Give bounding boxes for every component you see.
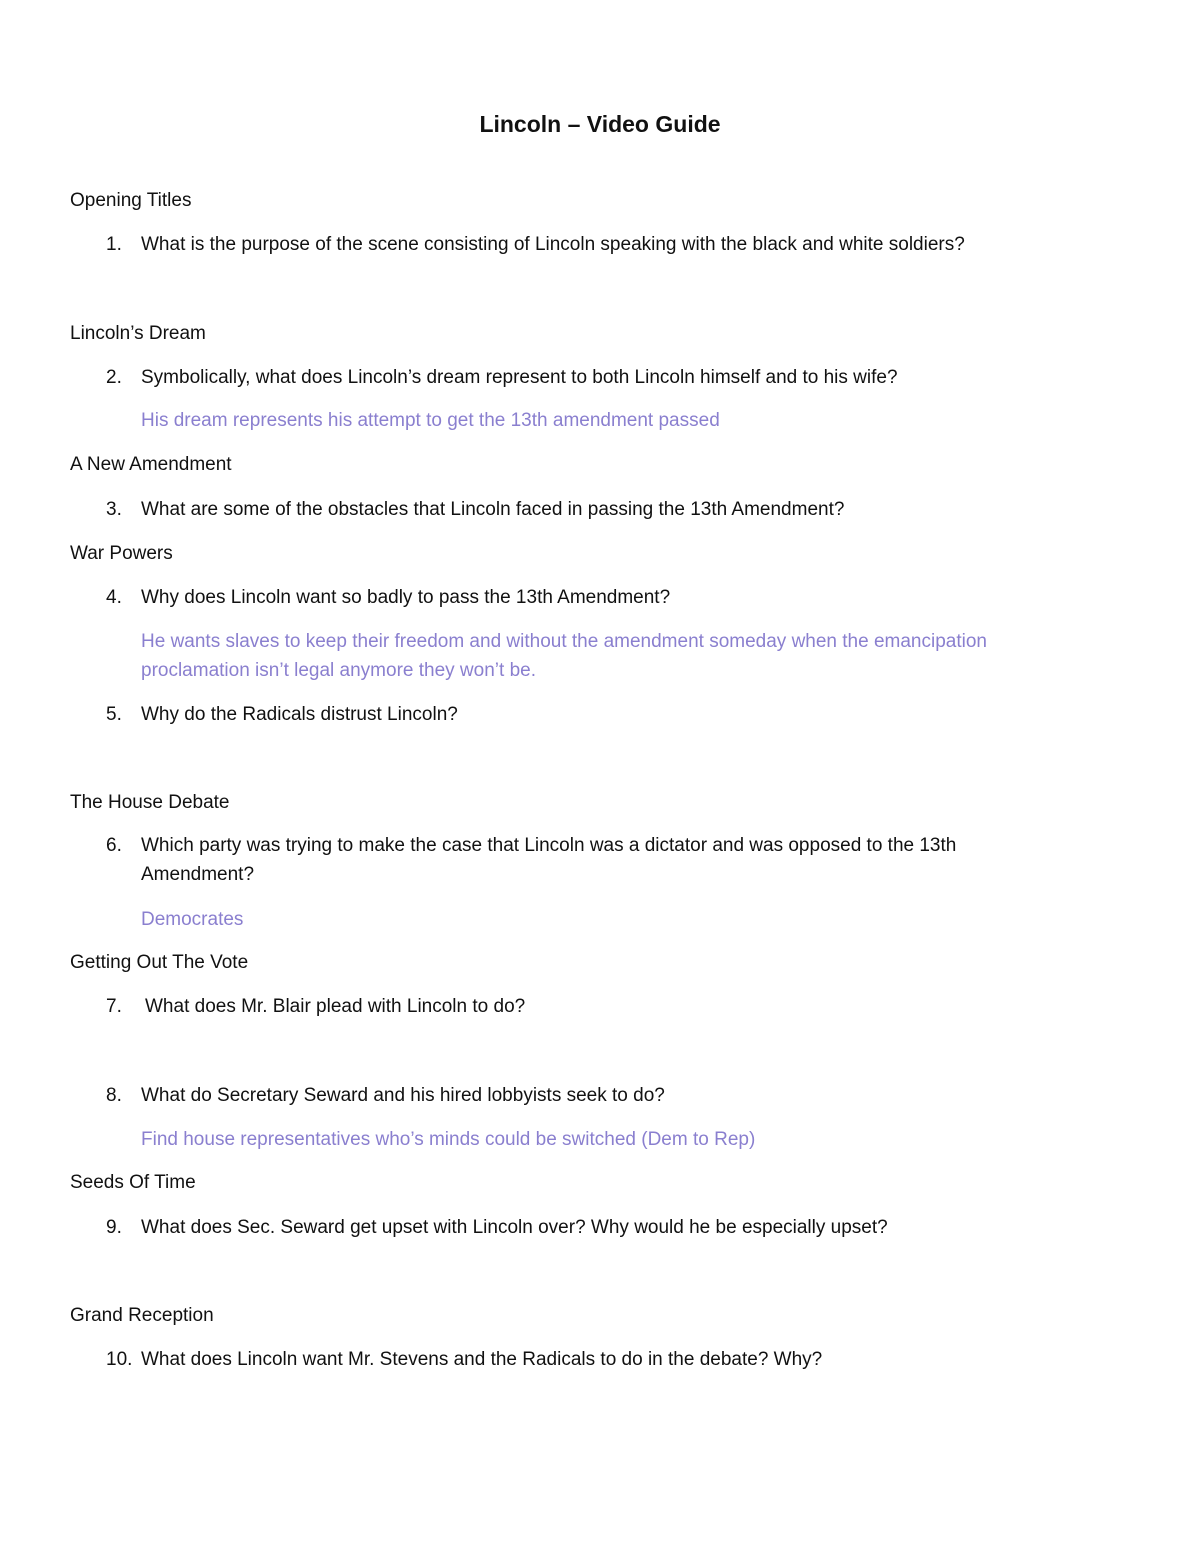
section-heading-grand-reception: Grand Reception — [70, 1305, 214, 1326]
answer-text: Democrates — [141, 909, 244, 930]
answer-text: He wants slaves to keep their freedom and without the amendment someday when the emancipation proclamation isn’t legal anymore they won’t be. — [141, 631, 987, 681]
answer-text: His dream represents his attempt to get the 13th amendment passed — [141, 410, 720, 431]
section-heading-the-house-debate: The House Debate — [70, 792, 230, 813]
question-text: Symbolically, what does Lincoln’s dream represent to both Lincoln himself and to his wife? — [141, 367, 898, 388]
question-number: 7. — [106, 996, 122, 1017]
question-text: What do Secretary Seward and his hired lobbyists seek to do? — [141, 1085, 665, 1106]
question-number: 8. — [106, 1085, 122, 1106]
document-title: Lincoln – Video Guide — [479, 111, 721, 137]
section-heading-getting-out-the-vote: Getting Out The Vote — [70, 952, 249, 973]
question-text: Why does Lincoln want so badly to pass the 13th Amendment? — [141, 587, 671, 608]
question-text: Which party was trying to make the case that Lincoln was a dictator and was opposed to the 13th Amendment? — [141, 835, 957, 885]
question-number: 5. — [106, 704, 122, 725]
question-number: 9. — [106, 1217, 122, 1238]
question-number: 2. — [106, 367, 122, 388]
section-heading-seeds-of-time: Seeds Of Time — [70, 1172, 196, 1193]
question-text: Why do the Radicals distrust Lincoln? — [141, 704, 458, 725]
answer-text: Find house representatives who’s minds could be switched (Dem to Rep) — [141, 1129, 756, 1150]
question-number: 1. — [106, 234, 122, 255]
question-number: 3. — [106, 499, 122, 520]
question-number: 6. — [106, 835, 122, 856]
question-text: What is the purpose of the scene consisting of Lincoln speaking with the black and white soldiers? — [141, 234, 965, 255]
question-text: What does Lincoln want Mr. Stevens and the Radicals to do in the debate? Why? — [141, 1349, 823, 1370]
question-text: What does Sec. Seward get upset with Lincoln over? Why would he be especially upset? — [141, 1217, 888, 1238]
section-heading-opening-titles: Opening Titles — [70, 190, 192, 211]
section-heading-lincolns-dream: Lincoln’s Dream — [70, 323, 206, 344]
question-text: What are some of the obstacles that Lincoln faced in passing the 13th Amendment? — [141, 499, 845, 520]
section-heading-war-powers: War Powers — [70, 543, 173, 564]
question-number: 10. — [106, 1349, 133, 1370]
section-heading-a-new-amendment: A New Amendment — [70, 454, 232, 475]
question-number: 4. — [106, 587, 122, 608]
question-text: What does Mr. Blair plead with Lincoln to do? — [145, 996, 526, 1017]
